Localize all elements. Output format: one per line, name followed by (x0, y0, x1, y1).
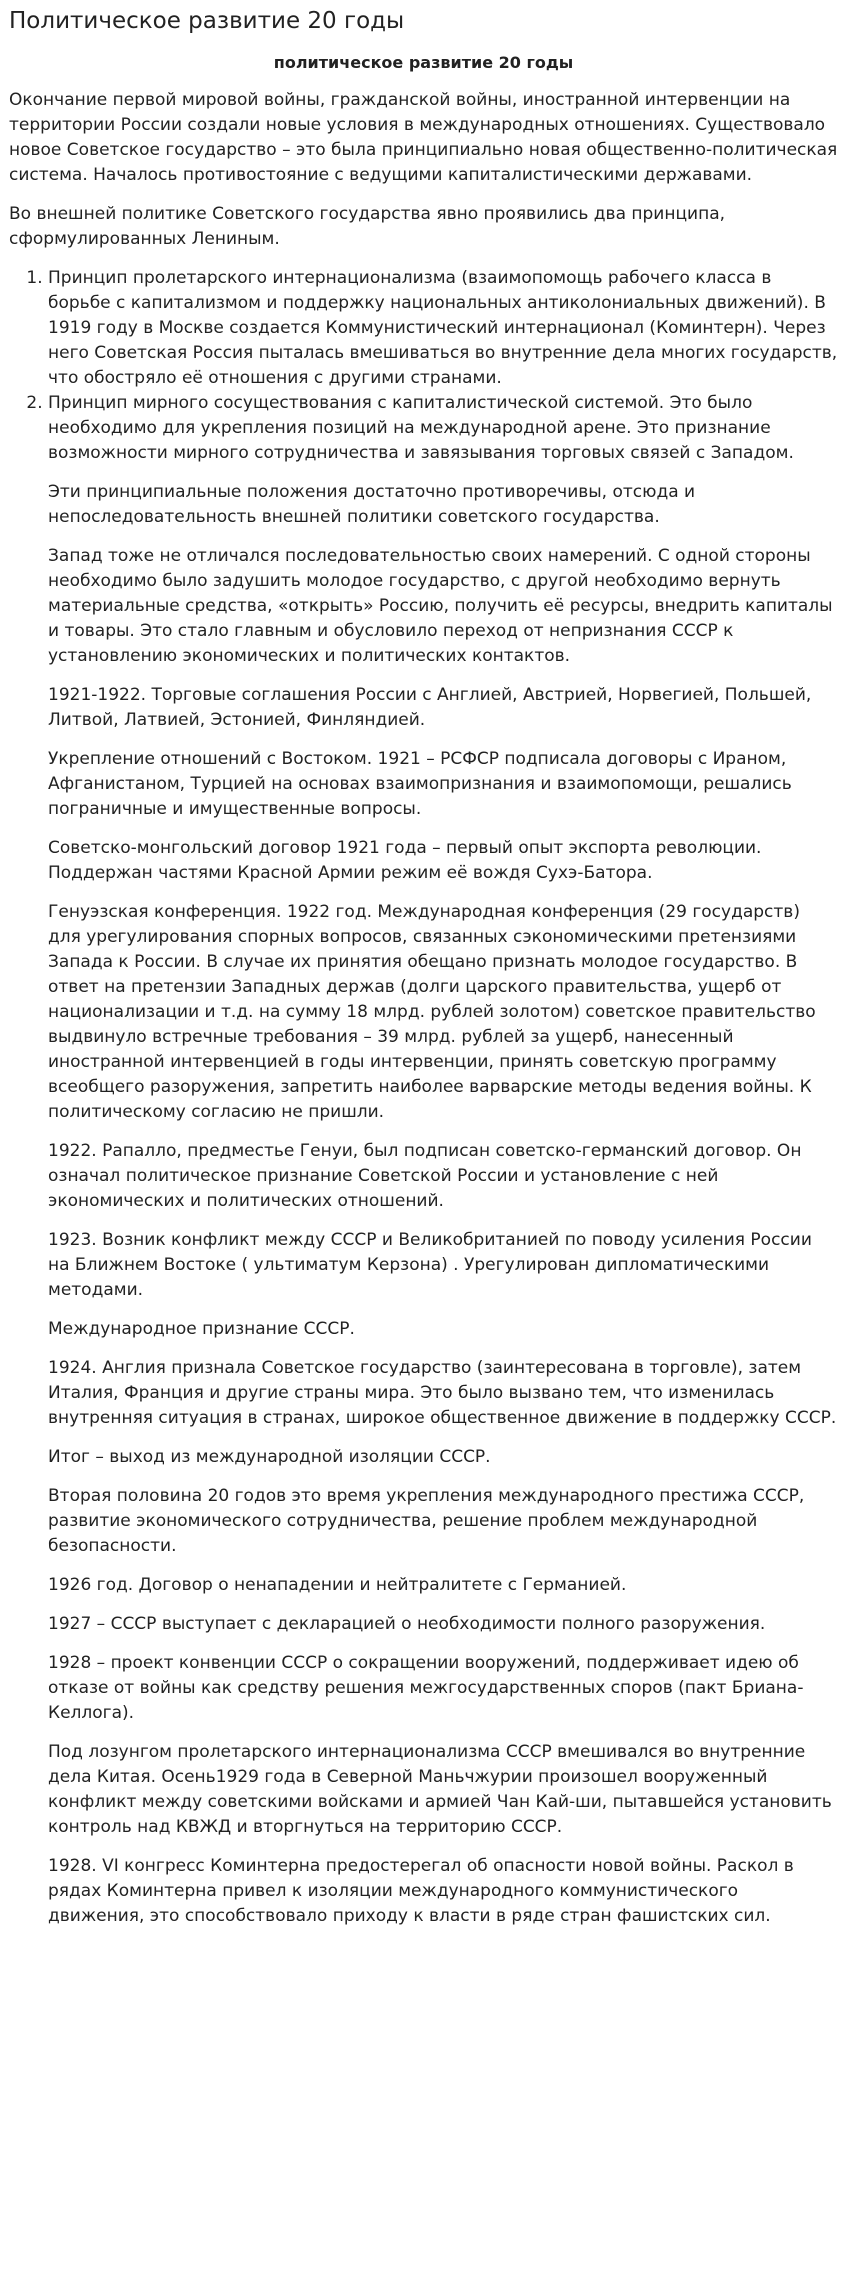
body-paragraph: Вторая половина 20 годов это время укрепления международного престижа СССР, развитие экономического сотрудничества, решение проблем международной безопасности. (48, 1486, 805, 1556)
intro-paragraph: Окончание первой мировой войны, гражданской войны, иностранной интервенции на территории России создали новые условия в международных отношениях. Существовало новое Советское государство – это была принципиально новая общественно-политическая система. Началось противостояние с ведущими капиталистическими державами. (9, 90, 838, 185)
intro-paragraph: Во внешней политике Советского государства явно проявились два принципа, сформулированных Лениным. (9, 204, 726, 249)
principles-list (9, 266, 838, 466)
body-paragraph: 1922. Рапалло, предместье Генуи, был подписан советско-германский договор. Он означал политическое признание Советской России и установление с ней экономических и политических отношений. (48, 1141, 802, 1211)
body-paragraph: 1926 год. Договор о ненападении и нейтралитете с Германией. (48, 1575, 627, 1595)
body-paragraph: 1921-1922. Торговые соглашения России с Англией, Австрией, Норвегией, Польшей, Литвой, Латвией, Эстонией, Финляндией. (48, 685, 812, 730)
body-paragraph: Итог – выход из международной изоляции СССР. (48, 1447, 491, 1467)
page-title: Политическое развитие 20 годы (9, 8, 405, 34)
list-item: 2. Принцип мирного сосуществования с капиталистической системой. Это было необходимо для укрепления позиций на международной арене. Это признание возможности мирного сотрудничества и завязывания торговых связей с Западом. (48, 391, 838, 466)
body-paragraph: Генуэзская конференция. 1922 год. Международная конференция (29 государств) для урегулирования спорных вопросов, связанных сэкономическими претензиями Запада к России. В случае их принятия обещано признать молодое государство. В ответ на претензии Западных держав (долги царского правительства, ущерб от национализации и т.д. на сумму 18 млрд. рублей золотом) советское правительство выдвинуло встречные требования – 39 млрд. рублей за ущерб, нанесенный иностранной интервенцией в годы интервенции, принять советскую программу всеобщего разоружения, запретить наиболее варварские методы ведения войны. К политическому согласию не пришли. (48, 902, 816, 1122)
body-paragraph: Международное признание СССР. (48, 1319, 355, 1339)
body-paragraph: 1928 – проект конвенции СССР о сокращении вооружений, поддерживает идею об отказе от войны как средству решения межгосударственных споров (пакт Бриана-Келлога). (48, 1653, 804, 1723)
body-paragraph: 1927 – СССР выступает с декларацией о необходимости полного разоружения. (48, 1614, 766, 1634)
list-item: 1. Принцип пролетарского интернационализма (взаимопомощь рабочего класса в борьбе с капитализмом и поддержку национальных антиколониальных движений). В 1919 году в Москве создается Коммунистический интернационал (Коминтерн). Через него Советская Россия пыталась вмешиваться во внутренние дела многих государств, что обостряло её отношения с другими странами. (48, 266, 838, 391)
body-paragraph: Запад тоже не отличался последовательностью своих намерений. С одной стороны необходимо было задушить молодое государство, с другой необходимо вернуть материальные средства, «открыть» Россию, получить её ресурсы, внедрить капиталы и товары. Это стало главным и обусловило переход от непризнания СССР к установлению экономических и политических контактов. (48, 546, 833, 666)
body-paragraph: Укрепление отношений с Востоком. 1921 – РСФСР подписала договоры с Ираном, Афганистаном, Турцией на основах взаимопризнания и взаимопомощи, решались пограничные и имущественные вопросы. (48, 749, 792, 819)
body-paragraph: 1923. Возник конфликт между СССР и Великобританией по поводу усиления России на Ближнем Востоке ( ультиматум Керзона) . Урегулирован дипломатическими методами. (48, 1230, 812, 1300)
body-paragraph: Эти принципиальные положения достаточно противоречивы, отсюда и непоследовательность внешней политики советского государства. (48, 482, 696, 527)
article-body (48, 480, 838, 1929)
body-paragraph: 1924. Англия признала Советское государство (заинтересована в торговле), затем Италия, Франция и другие страны мира. Это было вызвано тем, что изменилась внутренняя ситуация в странах, широкое общественное движение в поддержку СССР. (48, 1358, 837, 1428)
article-subtitle: политическое развитие 20 годы (273, 53, 574, 72)
body-paragraph: Под лозунгом пролетарского интернационализма СССР вмешивался во внутренние дела Китая. Осень1929 года в Северной Маньчжурии произошел вооруженный конфликт между советскими войсками и армией Чан Кай-ши, пытавшейся установить контроль над КВЖД и вторгнуться на территорию СССР. (48, 1742, 832, 1837)
body-paragraph: Советско-монгольский договор 1921 года – первый опыт экспорта революции. Поддержан частями Красной Армии режим её вождя Сухэ-Батора. (48, 838, 762, 883)
body-paragraph: 1928. VI конгресс Коминтерна предостерегал об опасности новой войны. Раскол в рядах Коминтерна привел к изоляции международного коммунистического движения, это способствовало приходу к власти в ряде стран фашистских сил. (48, 1856, 794, 1926)
